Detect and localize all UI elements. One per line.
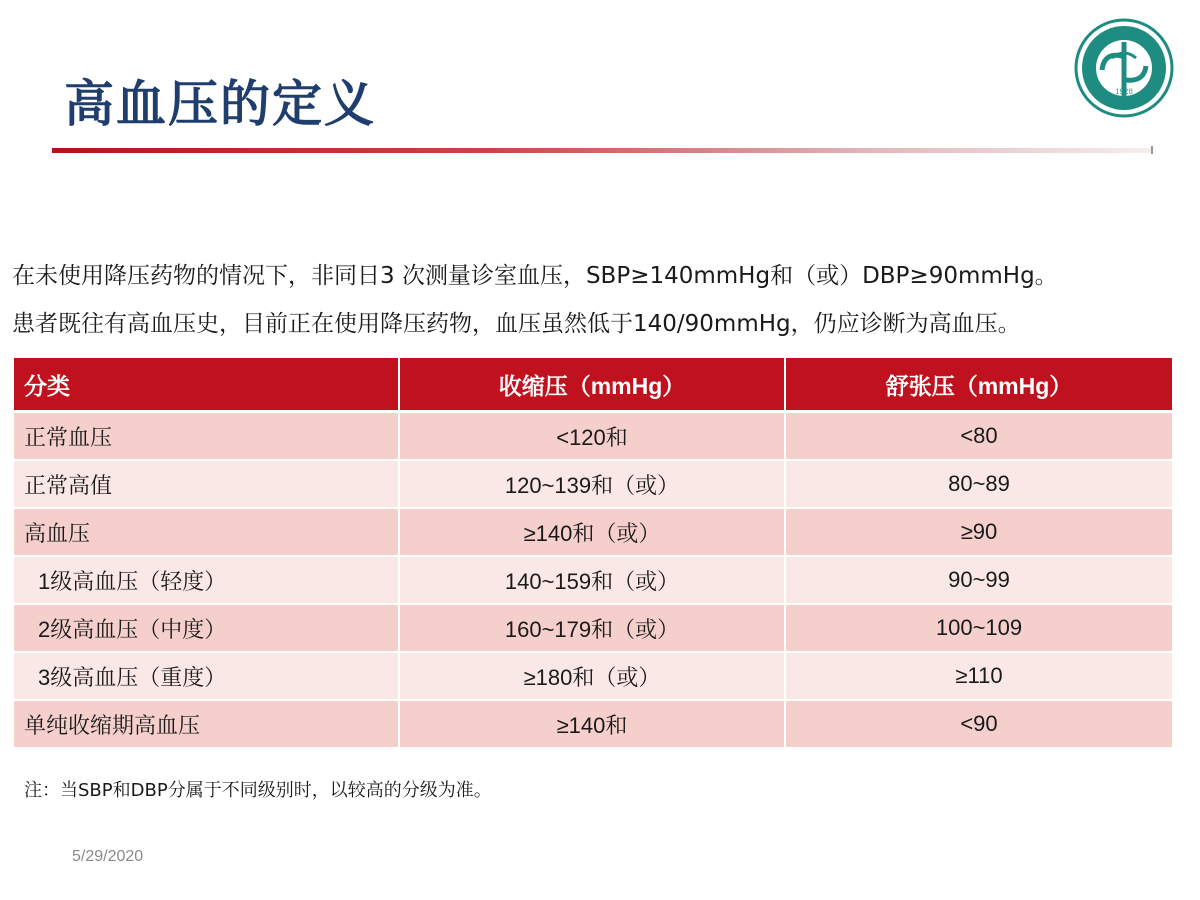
diastolic-cell: <90 [785,700,1172,748]
diastolic-cell: 90~99 [785,556,1172,604]
diastolic-cell: 80~89 [785,460,1172,508]
category-cell: 3级高血压（重度） [14,652,399,700]
table-row [14,604,1172,652]
divider-tick [1151,146,1153,154]
systolic-cell: 140~159和（或） [399,556,785,604]
category-cell: 高血压 [14,508,399,556]
table-row [14,460,1172,508]
bp-classification-table [14,358,1172,749]
table-header-row [14,358,1172,412]
systolic-cell: 120~139和（或） [399,460,785,508]
diastolic-cell: ≥90 [785,508,1172,556]
table-row [14,652,1172,700]
systolic-cell: <120和 [399,412,785,461]
category-cell: 正常高值 [14,460,399,508]
header-diastolic: 舒张压（mmHg） [785,358,1172,412]
logo-year: 1928 [1115,88,1133,96]
diastolic-cell: ≥110 [785,652,1172,700]
footnote: 注：当SBP和DBP分属于不同级别时，以较高的分级为准。 [24,780,492,801]
hospital-emblem-icon [1074,18,1174,118]
definition-line-2: 患者既往有高血压史，目前正在使用降压药物，血压虽然低于140/90mmHg，仍应诊断为高血压。 [12,311,1021,337]
diastolic-cell: 100~109 [785,604,1172,652]
category-cell: 1级高血压（轻度） [14,556,399,604]
header-systolic: 收缩压（mmHg） [399,358,785,412]
systolic-cell: ≥180和（或） [399,652,785,700]
slide-date: 5/29/2020 [72,848,144,865]
table-row [14,508,1172,556]
systolic-cell: ≥140和 [399,700,785,748]
table-row [14,412,1172,461]
table-row [14,700,1172,748]
definition-text [12,252,1058,348]
category-cell: 正常血压 [14,412,399,461]
title-divider [52,148,1152,153]
diastolic-cell: <80 [785,412,1172,461]
slide-title: 高血压的定义 [64,74,376,133]
header-category: 分类 [14,358,399,412]
systolic-cell: 160~179和（或） [399,604,785,652]
systolic-cell: ≥140和（或） [399,508,785,556]
category-cell: 2级高血压（中度） [14,604,399,652]
category-cell: 单纯收缩期高血压 [14,700,399,748]
table-row [14,556,1172,604]
definition-line-1: 在未使用降压药物的情况下，非同日3 次测量诊室血压，SBP≥140mmHg和（或）DBP≥90mmHg。 [12,263,1058,289]
